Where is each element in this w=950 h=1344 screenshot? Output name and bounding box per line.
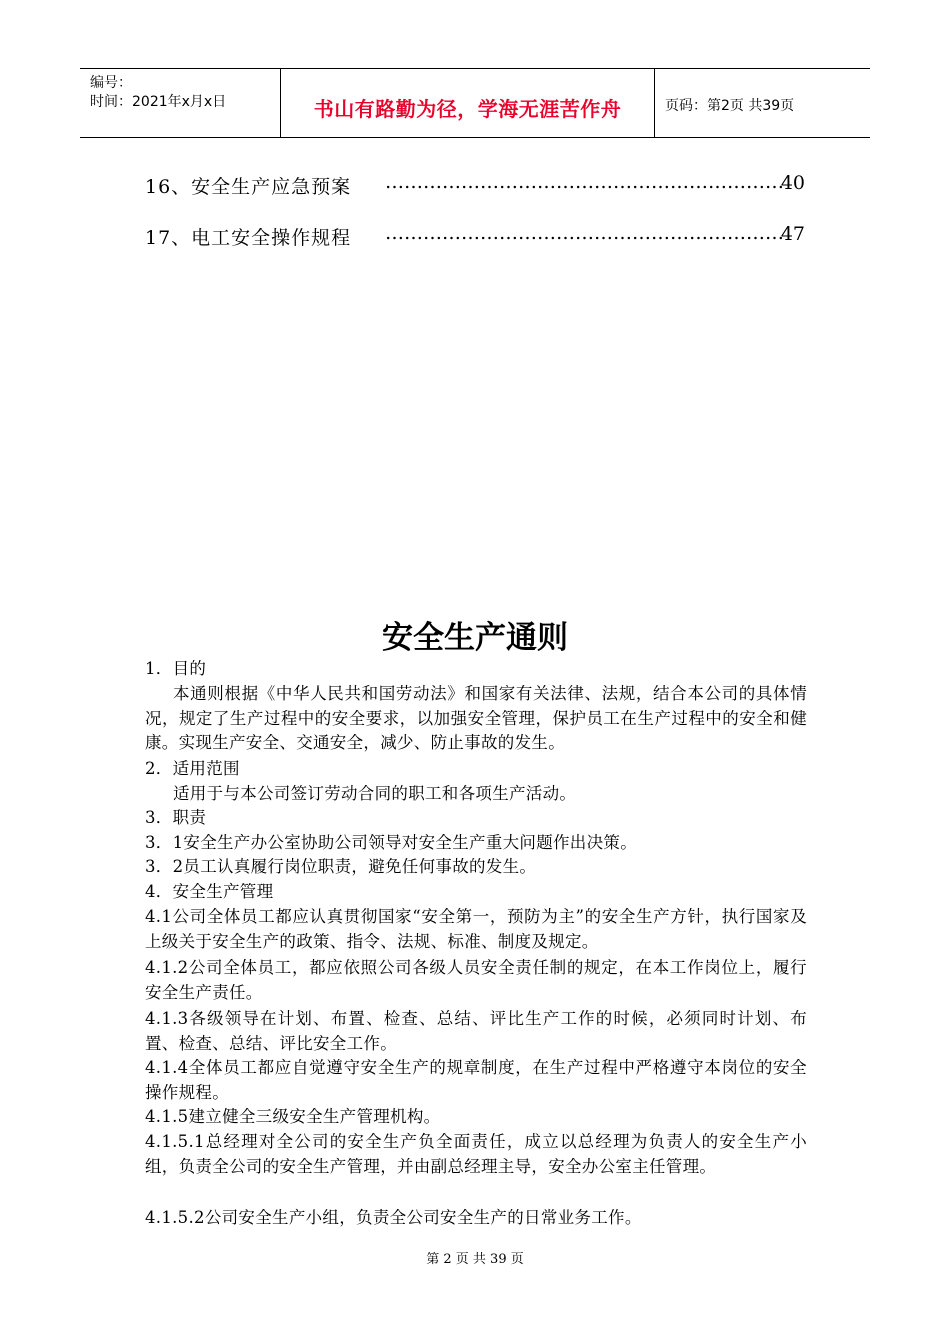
paragraph-4-1-2: 4.1.2公司全体员工，都应依照公司各级人员安全责任制的规定，在本工作岗位上，履行安全生产责任。 (145, 958, 807, 1002)
toc-entry-label: 16、安全生产应急预案 (145, 176, 352, 198)
section-title: 安全生产通则 (382, 620, 568, 656)
paragraph-4-1-5-1: 4.1.5.1总经理对全公司的安全生产负全面责任，成立以总经理为负责人的安全生产小组，负责全公司的安全生产管理，并由副总经理主导，安全办公室主任管理。 (145, 1132, 807, 1176)
header-motto: 书山有路勤为径，学海无涯苦作舟 (313, 97, 622, 121)
header-meta (80, 69, 281, 137)
header-motto-cell (281, 69, 655, 137)
heading-purpose: 1．目的 (145, 659, 207, 678)
toc-entry[interactable] (145, 223, 805, 251)
paragraph-4-1-5: 4.1.5建立健全三级安全生产管理机构。 (145, 1107, 441, 1126)
paragraph-4-1-4: 4.1.4全体员工都应自觉遵守安全生产的规章制度，在生产过程中严格遵守本岗位的安全操作规程。 (145, 1058, 807, 1102)
page-header (80, 68, 870, 138)
page-footer: 第 2 页 共 39 页 (426, 1252, 524, 1267)
paragraph-purpose: 本通则根据《中华人民共和国劳动法》和国家有关法律、法规，结合本公司的具体情况，规定了生产过程中的安全要求，以加强安全管理，保护员工在生产过程中的安全和健康。实现生产安全、交通安全，减少、防止事故的发生。 (145, 684, 807, 752)
toc-leader-dots: ……………………………………………………… (385, 171, 784, 193)
paragraph-duty-3-1: 3．1安全生产办公室协助公司领导对安全生产重大问题作出决策。 (145, 833, 637, 852)
toc-entry[interactable] (145, 172, 805, 200)
paragraph-duty-3-2: 3．2员工认真履行岗位职责，避免任何事故的发生。 (145, 857, 537, 876)
heading-duties: 3．职责 (145, 808, 207, 827)
toc-entry-label: 17、电工安全操作规程 (145, 227, 352, 249)
toc-entry-page: 40 (780, 172, 805, 194)
header-page-cell (655, 69, 870, 137)
heading-scope: 2．适用范围 (145, 759, 240, 778)
paragraph-4-1-5-2: 4.1.5.2公司安全生产小组，负责全公司安全生产的日常业务工作。 (145, 1208, 642, 1227)
doc-date: 时间：2021年x月x日 (90, 94, 227, 110)
toc-leader-dots: ……………………………………………………… (385, 222, 784, 244)
paragraph-scope: 适用于与本公司签订劳动合同的职工和各项生产活动。 (173, 784, 577, 803)
doc-number-label: 编号： (90, 75, 132, 91)
heading-safety-management: 4．安全生产管理 (145, 882, 274, 901)
toc-entry-page: 47 (780, 223, 805, 245)
header-page-info: 页码：第2页 共39页 (665, 98, 795, 114)
paragraph-4-1: 4.1公司全体员工都应认真贯彻国家“安全第一，预防为主”的安全生产方针，执行国家及上级关于安全生产的政策、指令、法规、标准、制度及规定。 (145, 907, 807, 951)
paragraph-4-1-3: 4.1.3各级领导在计划、布置、检查、总结、评比生产工作的时候，必须同时计划、布置、检查、总结、评比安全工作。 (145, 1009, 807, 1053)
